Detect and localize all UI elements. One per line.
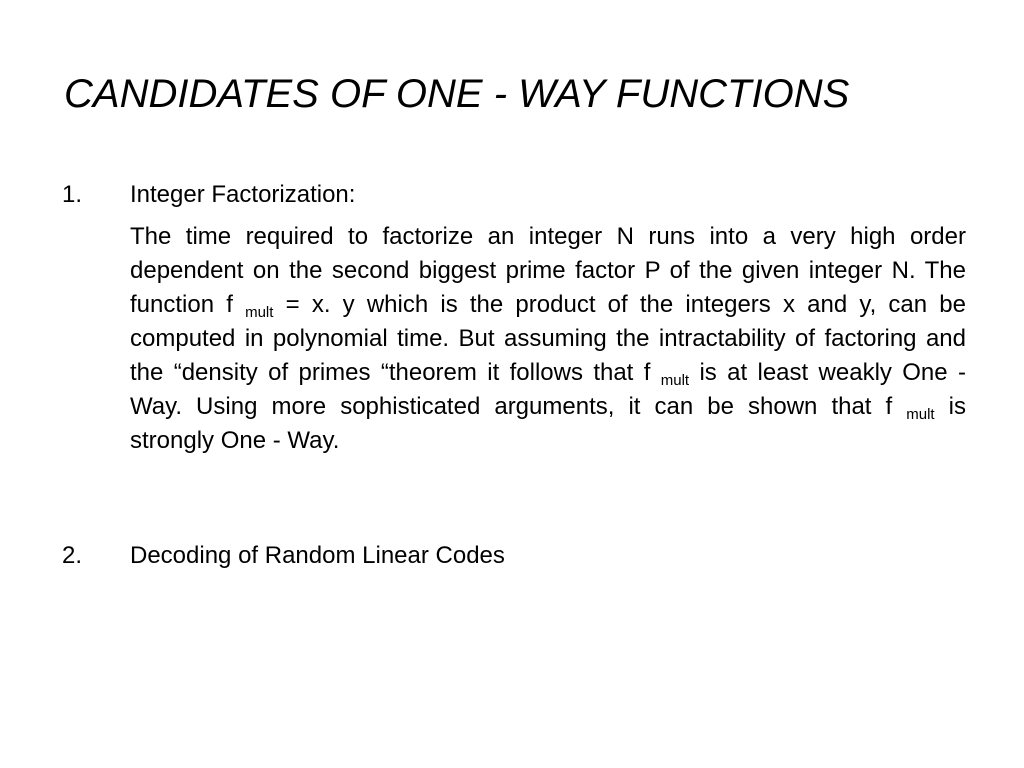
body-text-part: = x. y which is the product of the integers x and y, can be computed in polynomial time. But assuming the intractability of factoring and the “density of primes “theorem it follows that f [130,291,966,386]
slide-title: CANDIDATES OF ONE - WAY FUNCTIONS [64,72,850,116]
subscript: mult [906,406,935,423]
body-text-part: The time required to factorize an integer N runs into a very high order dependent on the second biggest prime factor P of the given integer N. The function f [130,223,966,318]
list-item-body [130,220,966,458]
list-item-heading: Decoding of Random Linear Codes [130,542,505,569]
list-item-heading: Integer Factorization: [130,181,356,208]
list-item-number: 1. [62,181,83,208]
body-text-part: is strongly One - Way. [130,393,967,454]
body-text-part: is at least weakly One - Way. Using more sophisticated arguments, it can be shown that f [130,359,966,420]
subscript: mult [660,372,690,389]
subscript: mult [245,304,274,321]
list-item-number: 2. [62,542,83,569]
